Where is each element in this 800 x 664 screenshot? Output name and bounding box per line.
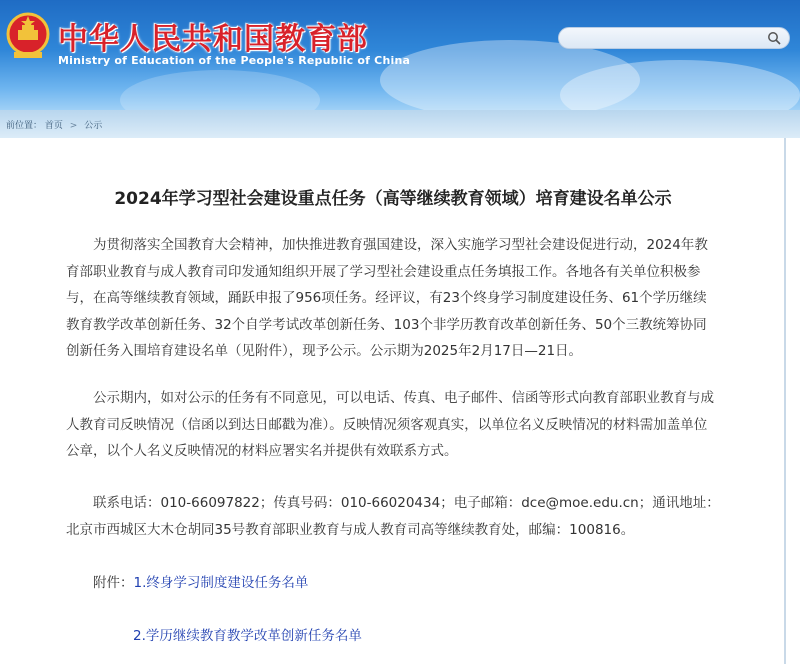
breadcrumb xyxy=(0,110,800,138)
breadcrumb-label: 前位置： xyxy=(6,121,43,131)
search-icon[interactable] xyxy=(767,31,781,45)
site-title: 中华人民共和国教育部 xyxy=(58,22,368,57)
attachment-prefix: 1. xyxy=(133,575,147,591)
attachment-prefix: 2. xyxy=(133,628,146,644)
article-container xyxy=(0,138,786,664)
breadcrumb-home-link[interactable]: 首页 xyxy=(44,121,63,131)
site-header xyxy=(0,0,800,110)
article-paragraph: 公示期内，如对公示的任务有不同意见，可以电话、传真、电子邮件、信函等形式向教育部职业教育与成人教育司反映情况（信函以到达日邮戳为准）。反映情况须客观真实，以单位名义反映情况的材料需加盖单位公章，以个人名义反映情况的材料应署实名并提供有效联系方式。 xyxy=(66,390,714,459)
attachment-row xyxy=(133,624,362,644)
breadcrumb-separator: > xyxy=(69,121,78,131)
search-box xyxy=(558,27,790,49)
attachment-link[interactable] xyxy=(134,575,309,591)
article-title: 2024年学习型社会建设重点任务（高等继续教育领域）培育建设名单公示 xyxy=(114,189,672,209)
article-paragraph: 为贯彻落实全国教育大会精神，加快推进教育强国建设，深入实施学习型社会建设促进行动，2024年教育部职业教育与成人教育司印发通知组织开展了学习型社会建设重点任务填报工作。各地各有关单位积极参与，在高等继续教育领域，踊跃申报了956项任务。经评议，有23个终身学习制度建设任务、61个学历继续教育教学改革创新任务、32个自学考试改革创新任务、103个非学历教育改革创新任务、50个三教统筹协同创新任务入围培育建设名单（见附件），现予公示。公示期为2025年2月17日—21日。 xyxy=(66,237,708,359)
attachment-label: 学历继续教育教学改革创新任务名单 xyxy=(145,628,362,644)
attachment-label: 终身学习制度建设任务名单 xyxy=(146,575,309,591)
attachment-row xyxy=(93,571,308,591)
header-cloud xyxy=(120,70,320,110)
site-subtitle: Ministry of Education of the People's Republic of China xyxy=(58,54,411,67)
breadcrumb-current-link[interactable]: 公示 xyxy=(84,121,103,131)
search-input[interactable] xyxy=(569,30,763,48)
article-paragraph: 联系电话：010-66097822；传真号码：010-66020434；电子邮箱：dce@moe.edu.cn；通讯地址：北京市西城区大木仓胡同35号教育部职业教育与成人教育司高等继续教育处，邮编：100816。 xyxy=(66,495,720,538)
attachments-label: 附件： xyxy=(93,575,134,591)
attachment-link[interactable] xyxy=(133,628,362,644)
national-emblem-icon xyxy=(6,10,50,62)
